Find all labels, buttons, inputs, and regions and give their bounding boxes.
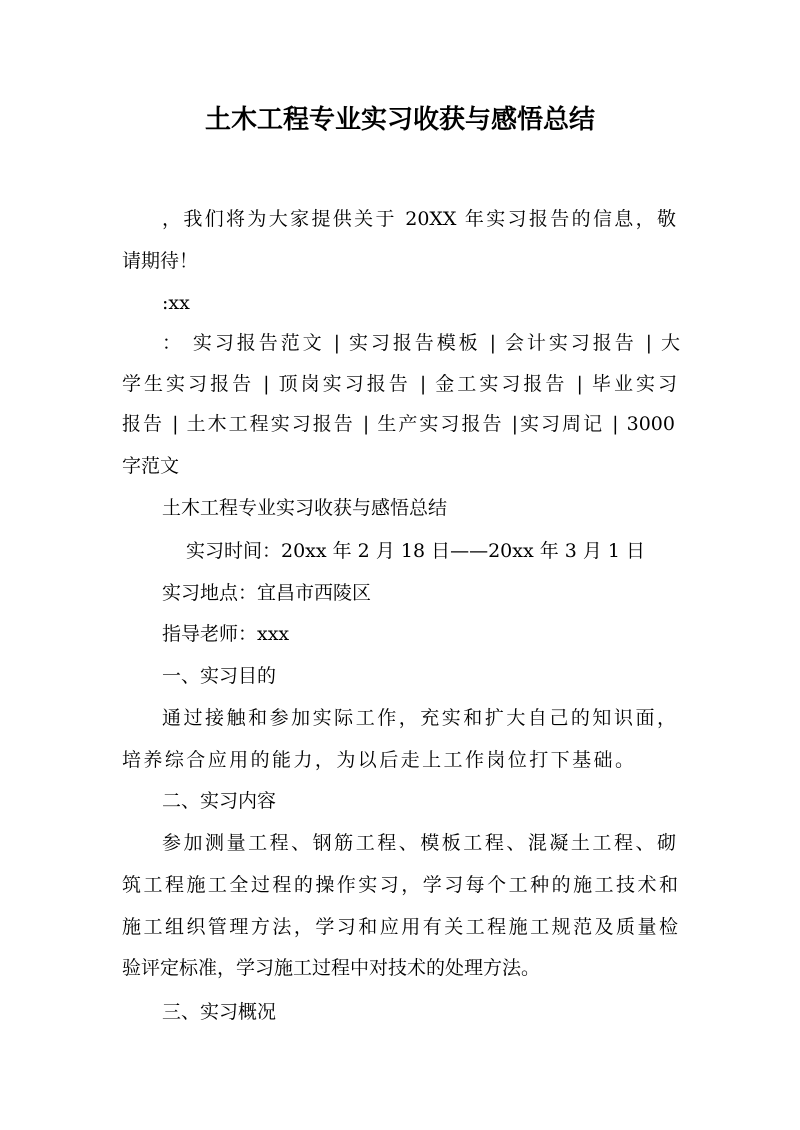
section-3-heading: 三、实习概况: [162, 1001, 277, 1023]
document-title: 土木工程专业实习收获与感悟总结: [204, 105, 595, 135]
section-2-line-3: 施工组织管理方法，学习和应用有关工程施工规范及质量检: [122, 916, 678, 938]
tags-line-1: ： 实习报告范文 | 实习报告模板 | 会计实习报告 | 大: [162, 332, 680, 354]
subtitle: 土木工程专业实习收获与感悟总结: [162, 497, 448, 519]
tags-line-2: 学生实习报告 | 顶岗实习报告 | 金工实习报告 | 毕业实习: [122, 373, 677, 395]
author-line: :xx: [162, 292, 190, 314]
intro-line-1: ，我们将为大家提供关于 20XX 年实习报告的信息，敬: [162, 208, 676, 230]
tags-line-4: 字范文: [122, 455, 180, 477]
internship-time: 实习时间：20xx 年 2 月 18 日——20xx 年 3 月 1 日: [186, 540, 646, 562]
section-1-line-1: 通过接触和参加实际工作，充实和扩大自己的知识面，: [162, 707, 676, 729]
section-1-line-2: 培养综合应用的能力，为以后走上工作岗位打下基础。: [122, 749, 634, 771]
internship-teacher: 指导老师：xxx: [162, 623, 290, 645]
section-2-line-1: 参加测量工程、钢筋工程、模板工程、混凝土工程、砌: [162, 832, 676, 854]
section-1-heading: 一、实习目的: [162, 665, 277, 687]
tags-line-3: 报告 | 土木工程实习报告 | 生产实习报告 |实习周记 | 3000: [122, 413, 675, 435]
section-2-heading: 二、实习内容: [162, 790, 277, 812]
intro-line-2: 请期待！: [122, 250, 199, 272]
internship-place: 实习地点：宜昌市西陵区: [162, 582, 372, 604]
section-2-line-2: 筑工程施工全过程的操作实习，学习每个工种的施工技术和: [122, 874, 678, 896]
section-2-line-4: 验评定标准，学习施工过程中对技术的处理方法。: [122, 957, 541, 979]
